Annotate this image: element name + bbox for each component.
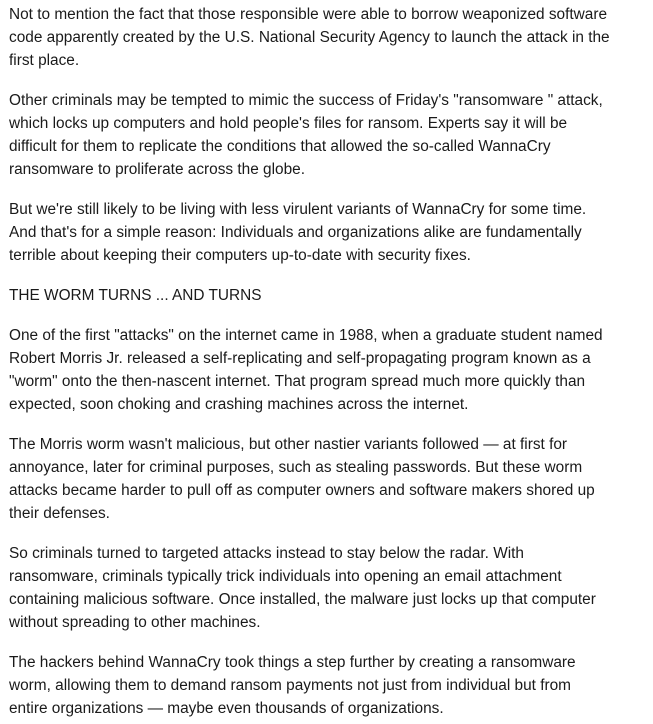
paragraph-line: entire organizations — maybe even thousands of organizations.	[9, 700, 444, 717]
paragraph-line: ransomware to proliferate across the globe.	[9, 161, 305, 178]
paragraph-5	[9, 433, 653, 525]
paragraph-line: And that's for a simple reason: Individuals and organizations alike are fundamentally	[9, 224, 582, 241]
paragraph-3	[9, 198, 653, 267]
paragraph-line: code apparently created by the U.S. National Security Agency to launch the attack in the	[9, 29, 610, 46]
paragraph-7	[9, 651, 653, 720]
paragraph-line: expected, soon choking and crashing machines across the internet.	[9, 396, 469, 413]
paragraph-line: One of the first "attacks" on the internet came in 1988, when a graduate student named	[9, 327, 603, 344]
paragraph-line: "worm" onto the then-nascent internet. That program spread much more quickly than	[9, 373, 586, 390]
paragraph-4	[9, 324, 653, 416]
paragraph-line: containing malicious software. Once installed, the malware just locks up that computer	[9, 591, 596, 608]
paragraph-2	[9, 89, 653, 181]
paragraph-line: So criminals turned to targeted attacks instead to stay below the radar. With	[9, 545, 524, 562]
paragraph-line: which locks up computers and hold people's files for ransom. Experts say it will be	[9, 115, 568, 132]
paragraph-line: their defenses.	[9, 505, 110, 522]
paragraph-6	[9, 542, 653, 634]
paragraph-line: annoyance, later for criminal purposes, such as stealing passwords. But these worm	[9, 459, 583, 476]
paragraph-line: difficult for them to replicate the conditions that allowed the so-called WannaCry	[9, 138, 551, 155]
paragraph-line: The Morris worm wasn't malicious, but other nastier variants followed — at first for	[9, 436, 568, 453]
paragraph-1	[9, 3, 653, 72]
paragraph-line: Other criminals may be tempted to mimic the success of Friday's "ransomware " attack,	[9, 92, 603, 109]
paragraph-line: But we're still likely to be living with less virulent variants of WannaCry for some time.	[9, 201, 587, 218]
paragraph-line: first place.	[9, 52, 80, 69]
paragraph-line: The hackers behind WannaCry took things a step further by creating a ransomware	[9, 654, 576, 671]
paragraph-line: Not to mention the fact that those responsible were able to borrow weaponized software	[9, 6, 608, 23]
paragraph-line: terrible about keeping their computers up-to-date with security fixes.	[9, 247, 471, 264]
paragraph-line: worm, allowing them to demand ransom payments not just from individual but from	[9, 677, 572, 694]
paragraph-line: Robert Morris Jr. released a self-replicating and self-propagating program known as a	[9, 350, 591, 367]
paragraph-line: without spreading to other machines.	[9, 614, 261, 631]
paragraph-line: ransomware, criminals typically trick individuals into opening an email attachment	[9, 568, 562, 585]
section-subheading: THE WORM TURNS ... AND TURNS	[9, 287, 262, 304]
paragraph-line: attacks became harder to pull off as computer owners and software makers shored up	[9, 482, 595, 499]
